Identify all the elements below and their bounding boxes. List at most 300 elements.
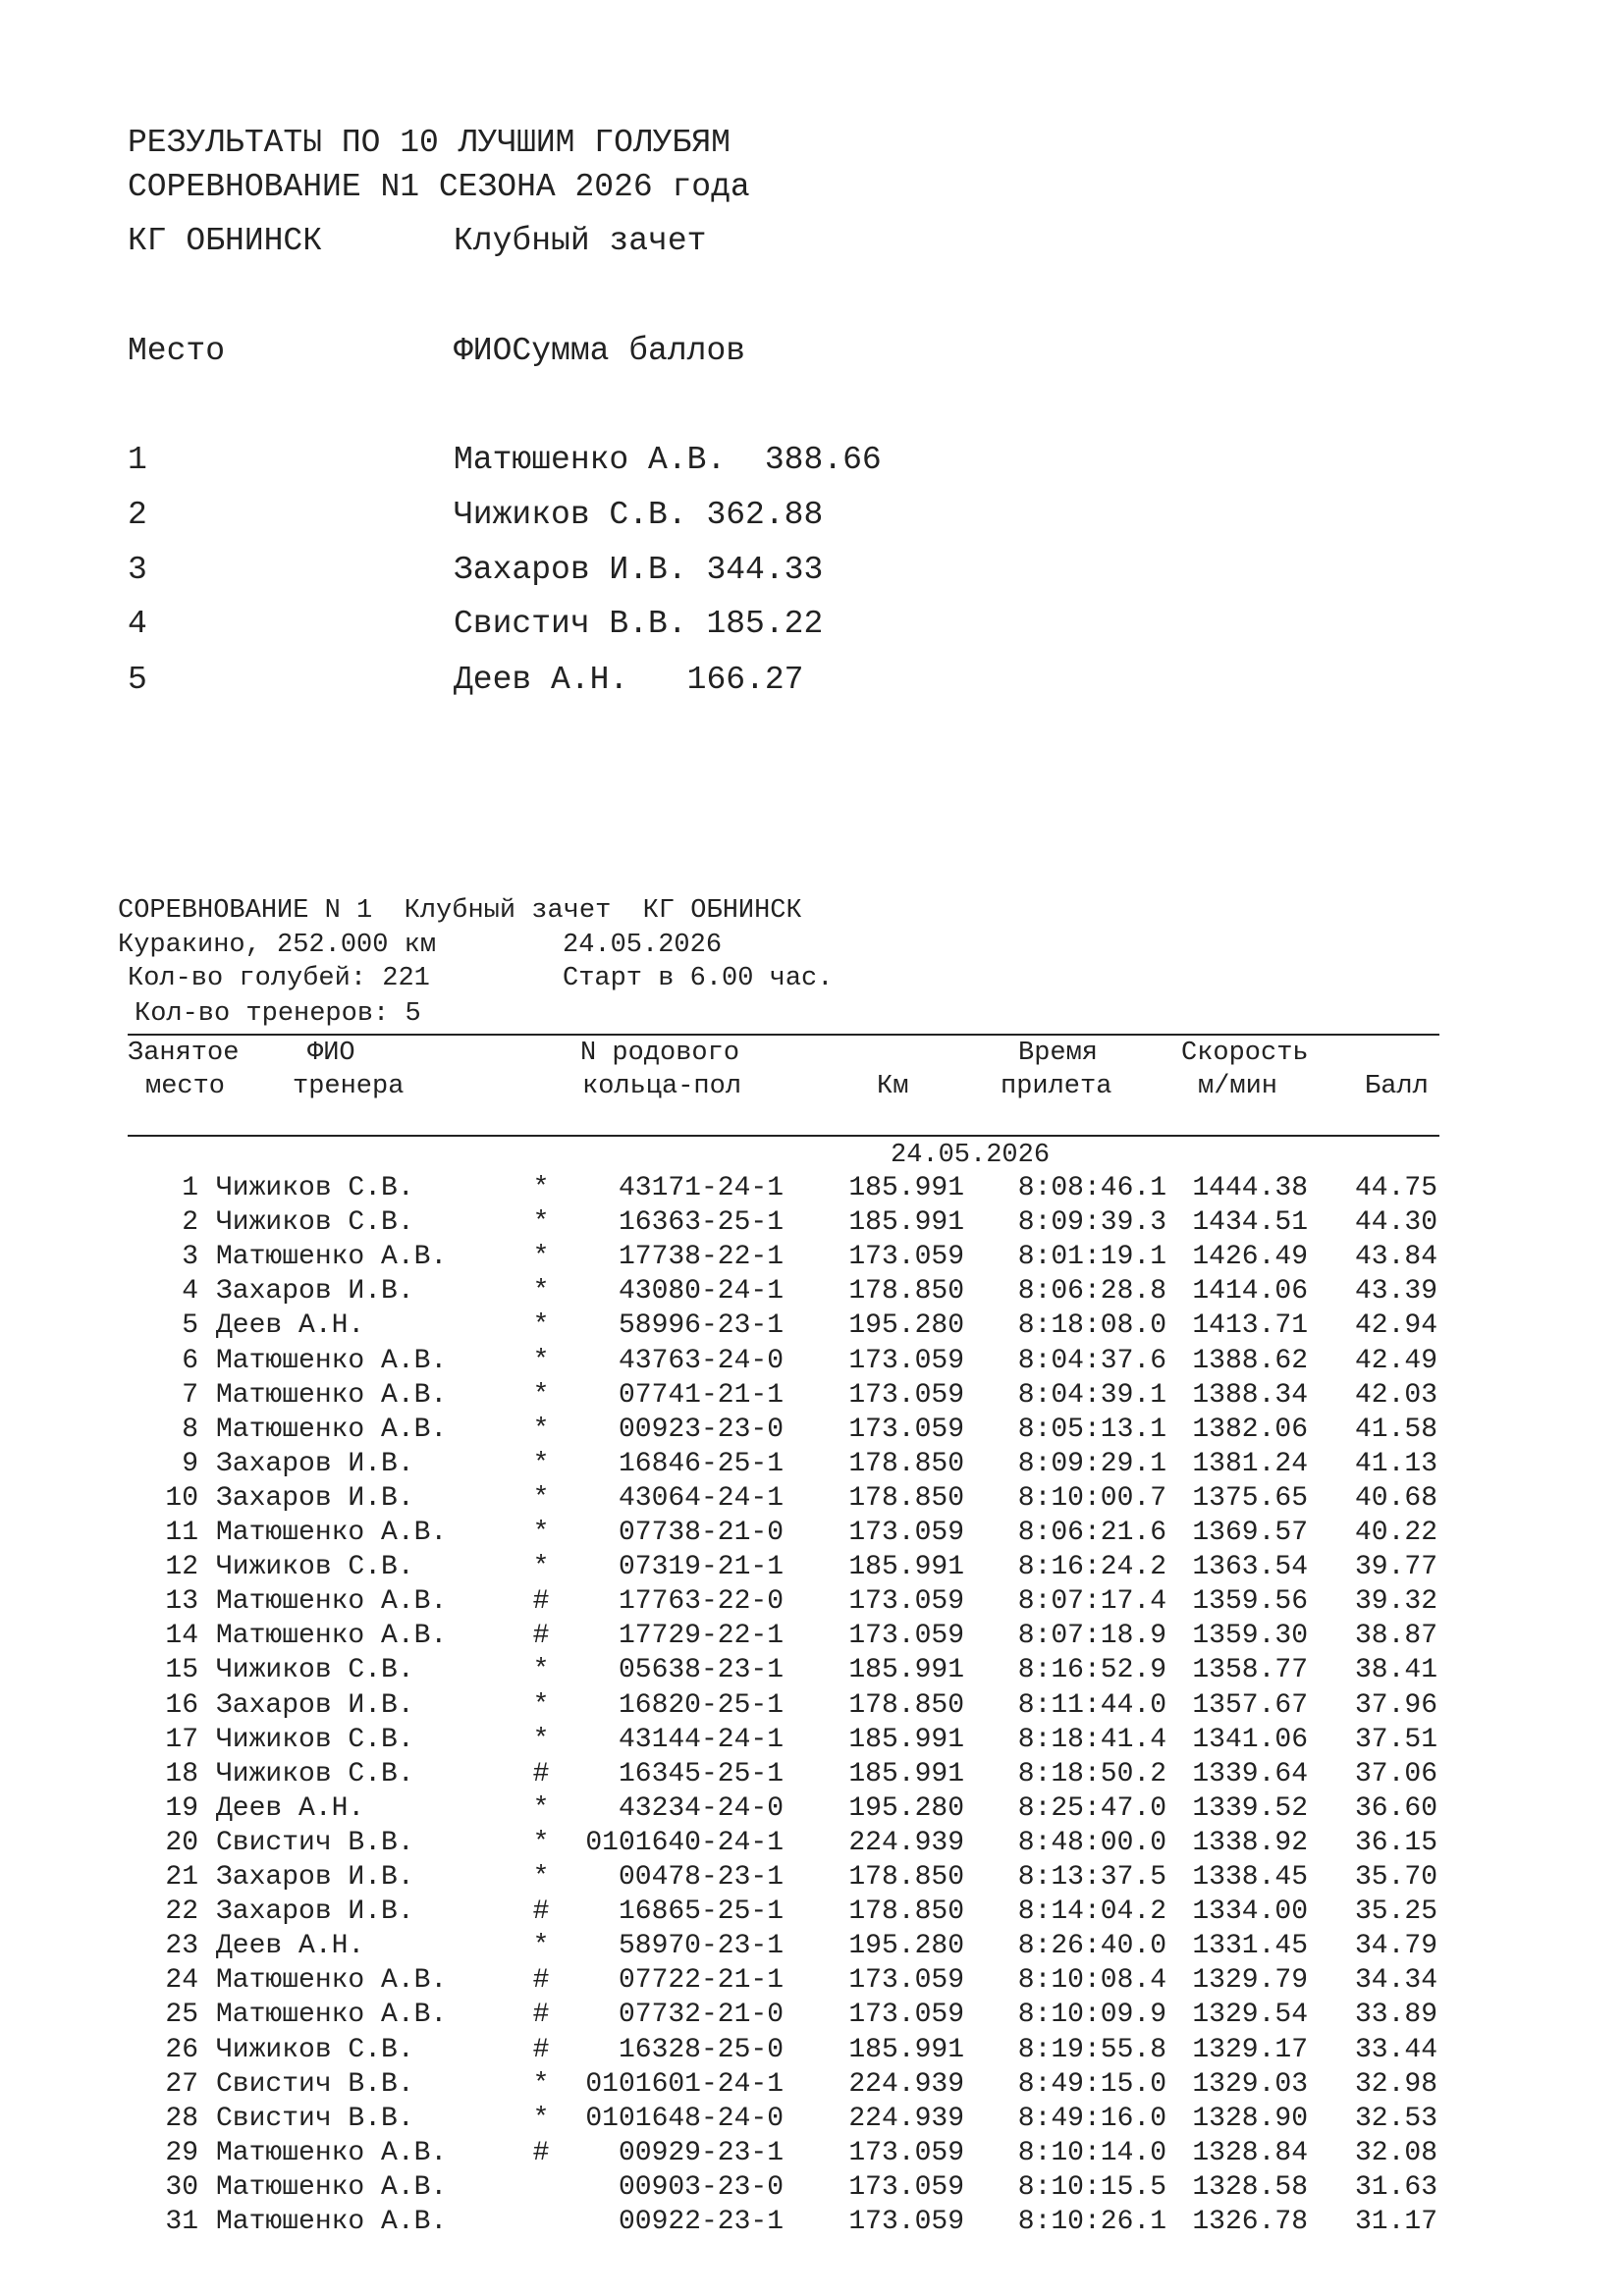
- row-mark: *: [532, 2103, 550, 2134]
- row-speed: 1358.77: [1192, 1655, 1308, 1686]
- row-speed: 1388.62: [1192, 1345, 1308, 1376]
- row-arrival-time: 8:26:40.0: [1017, 1931, 1166, 1962]
- row-speed: 1434.51: [1192, 1207, 1308, 1239]
- row-ring-number: 00478-23-1: [618, 1862, 784, 1893]
- row-arrival-time: 8:16:52.9: [1017, 1655, 1166, 1686]
- row-distance: 185.991: [848, 1552, 964, 1583]
- row-score: 32.08: [1354, 2137, 1437, 2168]
- summary-place: 4: [128, 606, 147, 642]
- table-row: [0, 2034, 1624, 2067]
- row-score: 32.53: [1354, 2103, 1437, 2134]
- summary-club: КГ ОБНИНСК: [128, 223, 323, 259]
- row-ring-number: 43171-24-1: [618, 1173, 784, 1203]
- row-place: 13: [165, 1586, 198, 1618]
- row-arrival-time: 8:18:50.2: [1017, 1758, 1166, 1789]
- row-ring-number: 00923-23-0: [618, 1414, 784, 1445]
- row-trainer-name: Захаров И.В.: [216, 1482, 414, 1514]
- row-trainer-name: Чижиков С.В.: [216, 1724, 414, 1755]
- row-place: 1: [182, 1173, 198, 1203]
- row-arrival-time: 8:06:28.8: [1017, 1276, 1166, 1308]
- row-arrival-time: 8:10:14.0: [1017, 2137, 1166, 2168]
- row-distance: 195.280: [848, 1310, 964, 1342]
- row-distance: 173.059: [848, 2207, 964, 2237]
- row-ring-number: 43144-24-1: [618, 1724, 784, 1755]
- row-score: 44.30: [1354, 1207, 1437, 1239]
- row-trainer-name: Свистич В.В.: [216, 2103, 414, 2134]
- row-ring-number: 16363-25-1: [618, 1207, 784, 1239]
- row-ring-number: 43234-24-0: [618, 1792, 784, 1824]
- row-place: 25: [165, 2000, 198, 2031]
- row-mark: #: [532, 2034, 550, 2065]
- table-row: [0, 1758, 1624, 1791]
- row-mark: *: [532, 1655, 550, 1686]
- row-mark: *: [532, 1448, 550, 1479]
- row-score: 33.44: [1354, 2034, 1437, 2065]
- row-mark: *: [532, 1792, 550, 1824]
- row-distance: 173.059: [848, 2171, 964, 2203]
- row-place: 10: [165, 1482, 198, 1514]
- row-speed: 1329.03: [1192, 2068, 1308, 2100]
- row-mark: *: [532, 1724, 550, 1755]
- row-distance: 185.991: [848, 1724, 964, 1755]
- row-arrival-time: 8:10:26.1: [1017, 2207, 1166, 2237]
- row-mark: #: [532, 2137, 550, 2168]
- row-score: 34.34: [1354, 1965, 1437, 1997]
- row-arrival-time: 8:10:15.5: [1017, 2171, 1166, 2203]
- summary-place: 5: [128, 662, 147, 698]
- row-ring-number: 16328-25-0: [618, 2034, 784, 2065]
- row-trainer-name: Матюшенко А.В.: [216, 2171, 448, 2203]
- row-trainer-name: Матюшенко А.В.: [216, 2137, 448, 2168]
- row-speed: 1426.49: [1192, 1242, 1308, 1273]
- table-row: [0, 1620, 1624, 1653]
- row-speed: 1328.58: [1192, 2171, 1308, 2203]
- row-place: 18: [165, 1758, 198, 1789]
- report-location: Куракино, 252.000 км: [118, 931, 437, 960]
- summary-entry: Чижиков С.В. 362.88: [454, 497, 824, 533]
- row-arrival-time: 8:07:17.4: [1017, 1586, 1166, 1618]
- table-row: [0, 1551, 1624, 1584]
- row-arrival-time: 8:48:00.0: [1017, 1827, 1166, 1858]
- summary-header-name-sum: ФИОСумма баллов: [454, 333, 746, 369]
- table-row: [0, 1379, 1624, 1413]
- row-speed: 1382.06: [1192, 1414, 1308, 1445]
- col-header-speed: м/мин: [1198, 1072, 1278, 1101]
- row-mark: *: [532, 1482, 550, 1514]
- row-place: 4: [182, 1276, 198, 1308]
- col-header-speed: Скорость: [1181, 1039, 1309, 1068]
- row-place: 2: [182, 1207, 198, 1239]
- row-trainer-name: Чижиков С.В.: [216, 1173, 414, 1203]
- table-top-rule: [128, 1034, 1439, 1036]
- table-header-rule: [128, 1135, 1439, 1137]
- row-distance: 195.280: [848, 1931, 964, 1962]
- col-header-place: место: [145, 1072, 226, 1101]
- row-speed: 1359.56: [1192, 1586, 1308, 1618]
- row-score: 40.68: [1354, 1482, 1437, 1514]
- row-ring-number: 00929-23-1: [618, 2137, 784, 2168]
- row-ring-number: 0101640-24-1: [585, 1827, 784, 1858]
- row-score: 38.41: [1354, 1655, 1437, 1686]
- row-trainer-name: Свистич В.В.: [216, 1827, 414, 1858]
- row-trainer-name: Деев А.Н.: [216, 1931, 365, 1962]
- report-pigeon-count: Кол-во голубей: 221: [128, 964, 430, 993]
- row-trainer-name: Захаров И.В.: [216, 1448, 414, 1479]
- row-speed: 1388.34: [1192, 1379, 1308, 1411]
- row-arrival-time: 8:14:04.2: [1017, 1896, 1166, 1928]
- col-header-ring: N родового: [580, 1039, 740, 1068]
- row-distance: 173.059: [848, 1621, 964, 1652]
- row-trainer-name: Матюшенко А.В.: [216, 1621, 448, 1652]
- row-distance: 173.059: [848, 1242, 964, 1273]
- table-row: [0, 2206, 1624, 2239]
- row-speed: 1414.06: [1192, 1276, 1308, 1308]
- table-row: [0, 1309, 1624, 1343]
- row-ring-number: 58970-23-1: [618, 1931, 784, 1962]
- row-distance: 224.939: [848, 2103, 964, 2134]
- row-mark: #: [532, 1896, 550, 1928]
- row-ring-number: 16345-25-1: [618, 1758, 784, 1789]
- col-header-time: прилета: [1001, 1072, 1112, 1101]
- row-ring-number: 0101648-24-0: [585, 2103, 784, 2134]
- summary-title-line1: РЕЗУЛЬТАТЫ ПО 10 ЛУЧШИМ ГОЛУБЯМ: [128, 125, 731, 161]
- row-distance: 185.991: [848, 1173, 964, 1203]
- row-ring-number: 00922-23-1: [618, 2207, 784, 2237]
- row-arrival-time: 8:10:00.7: [1017, 1482, 1166, 1514]
- row-distance: 185.991: [848, 1655, 964, 1686]
- row-arrival-time: 8:04:39.1: [1017, 1379, 1166, 1411]
- row-place: 6: [182, 1345, 198, 1376]
- row-place: 15: [165, 1655, 198, 1686]
- row-distance: 178.850: [848, 1896, 964, 1928]
- row-mark: *: [532, 1345, 550, 1376]
- row-ring-number: 43080-24-1: [618, 1276, 784, 1308]
- row-speed: 1329.54: [1192, 2000, 1308, 2031]
- row-mark: *: [532, 1689, 550, 1721]
- row-trainer-name: Матюшенко А.В.: [216, 1242, 448, 1273]
- row-trainer-name: Захаров И.В.: [216, 1862, 414, 1893]
- row-place: 21: [165, 1862, 198, 1893]
- row-place: 23: [165, 1931, 198, 1962]
- row-score: 37.51: [1354, 1724, 1437, 1755]
- row-speed: 1363.54: [1192, 1552, 1308, 1583]
- row-mark: #: [532, 1621, 550, 1652]
- row-speed: 1339.52: [1192, 1792, 1308, 1824]
- table-row: [0, 1724, 1624, 1757]
- row-score: 36.60: [1354, 1792, 1437, 1824]
- row-score: 35.25: [1354, 1896, 1437, 1928]
- row-distance: 178.850: [848, 1276, 964, 1308]
- row-arrival-time: 8:05:13.1: [1017, 1414, 1166, 1445]
- row-speed: 1338.45: [1192, 1862, 1308, 1893]
- row-speed: 1444.38: [1192, 1173, 1308, 1203]
- row-distance: 173.059: [848, 1518, 964, 1548]
- row-place: 5: [182, 1310, 198, 1342]
- summary-entry: Деев А.Н. 166.27: [454, 662, 804, 698]
- table-row: [0, 1964, 1624, 1998]
- row-distance: 185.991: [848, 2034, 964, 2065]
- row-mark: *: [532, 1862, 550, 1893]
- row-place: 8: [182, 1414, 198, 1445]
- row-speed: 1339.64: [1192, 1758, 1308, 1789]
- row-mark: *: [532, 1379, 550, 1411]
- row-place: 17: [165, 1724, 198, 1755]
- table-row: [0, 1896, 1624, 1929]
- row-distance: 185.991: [848, 1758, 964, 1789]
- row-mark: *: [532, 2068, 550, 2100]
- summary-header-place: Место: [128, 333, 226, 369]
- row-score: 36.15: [1354, 1827, 1437, 1858]
- row-score: 32.98: [1354, 2068, 1437, 2100]
- col-header-name: ФИО: [307, 1039, 355, 1068]
- row-place: 29: [165, 2137, 198, 2168]
- row-place: 22: [165, 1896, 198, 1928]
- summary-entry: Захаров И.В. 344.33: [454, 552, 824, 588]
- table-row: [0, 1241, 1624, 1274]
- row-ring-number: 58996-23-1: [618, 1310, 784, 1342]
- row-trainer-name: Захаров И.В.: [216, 1689, 414, 1721]
- row-ring-number: 07732-21-0: [618, 2000, 784, 2031]
- row-arrival-time: 8:09:29.1: [1017, 1448, 1166, 1479]
- report-title: СОРЕВНОВАНИЕ N 1 Клубный зачет КГ ОБНИНСК: [118, 896, 802, 926]
- row-ring-number: 07741-21-1: [618, 1379, 784, 1411]
- summary-title-line2: СОРЕВНОВАНИЕ N1 СЕЗОНА 2026 года: [128, 169, 750, 205]
- row-arrival-time: 8:11:44.0: [1017, 1689, 1166, 1721]
- row-mark: *: [532, 1276, 550, 1308]
- row-speed: 1328.84: [1192, 2137, 1308, 2168]
- row-place: 12: [165, 1552, 198, 1583]
- row-score: 42.94: [1354, 1310, 1437, 1342]
- row-place: 7: [182, 1379, 198, 1411]
- col-header-km: Км: [877, 1072, 909, 1101]
- row-speed: 1341.06: [1192, 1724, 1308, 1755]
- row-distance: 173.059: [848, 1345, 964, 1376]
- table-row: [0, 1861, 1624, 1895]
- summary-place: 3: [128, 552, 147, 588]
- col-header-name: тренера: [293, 1072, 405, 1101]
- row-trainer-name: Матюшенко А.В.: [216, 1414, 448, 1445]
- table-row: [0, 1482, 1624, 1516]
- table-row: [0, 2103, 1624, 2136]
- row-mark: *: [532, 1242, 550, 1273]
- row-speed: 1413.71: [1192, 1310, 1308, 1342]
- row-arrival-time: 8:13:37.5: [1017, 1862, 1166, 1893]
- row-ring-number: 16846-25-1: [618, 1448, 784, 1479]
- row-trainer-name: Матюшенко А.В.: [216, 2000, 448, 2031]
- row-speed: 1328.90: [1192, 2103, 1308, 2134]
- row-distance: 224.939: [848, 1827, 964, 1858]
- summary-place: 2: [128, 497, 147, 533]
- row-score: 44.75: [1354, 1173, 1437, 1203]
- row-score: 31.17: [1354, 2207, 1437, 2237]
- row-score: 38.87: [1354, 1621, 1437, 1652]
- row-trainer-name: Чижиков С.В.: [216, 1758, 414, 1789]
- row-score: 39.32: [1354, 1586, 1437, 1618]
- summary-entry: Свистич В.В. 185.22: [454, 606, 824, 642]
- report-start-time: Старт в 6.00 час.: [563, 964, 834, 993]
- row-arrival-time: 8:10:08.4: [1017, 1965, 1166, 1997]
- row-mark: #: [532, 1586, 550, 1618]
- table-row: [0, 1414, 1624, 1447]
- table-row: [0, 1792, 1624, 1826]
- row-place: 30: [165, 2171, 198, 2203]
- row-speed: 1381.24: [1192, 1448, 1308, 1479]
- row-speed: 1369.57: [1192, 1518, 1308, 1548]
- row-arrival-time: 8:04:37.6: [1017, 1345, 1166, 1376]
- report-trainer-count: Кол-во тренеров: 5: [135, 999, 421, 1029]
- row-place: 9: [182, 1448, 198, 1479]
- row-arrival-time: 8:07:18.9: [1017, 1621, 1166, 1652]
- row-distance: 173.059: [848, 1379, 964, 1411]
- row-trainer-name: Матюшенко А.В.: [216, 1518, 448, 1548]
- row-arrival-time: 8:09:39.3: [1017, 1207, 1166, 1239]
- row-trainer-name: Захаров И.В.: [216, 1896, 414, 1928]
- row-ring-number: 07319-21-1: [618, 1552, 784, 1583]
- row-arrival-time: 8:49:16.0: [1017, 2103, 1166, 2134]
- row-distance: 224.939: [848, 2068, 964, 2100]
- row-speed: 1331.45: [1192, 1931, 1308, 1962]
- row-distance: 178.850: [848, 1862, 964, 1893]
- table-row: [0, 1689, 1624, 1723]
- summary-type: Клубный зачет: [454, 223, 707, 259]
- row-distance: 173.059: [848, 1414, 964, 1445]
- row-distance: 178.850: [848, 1689, 964, 1721]
- row-speed: 1375.65: [1192, 1482, 1308, 1514]
- row-place: 3: [182, 1242, 198, 1273]
- row-speed: 1329.17: [1192, 2034, 1308, 2065]
- row-mark: #: [532, 1758, 550, 1789]
- row-ring-number: 16865-25-1: [618, 1896, 784, 1928]
- row-trainer-name: Матюшенко А.В.: [216, 1965, 448, 1997]
- row-ring-number: 43763-24-0: [618, 1345, 784, 1376]
- table-row: [0, 2171, 1624, 2205]
- row-mark: *: [532, 1931, 550, 1962]
- row-trainer-name: Матюшенко А.В.: [216, 1345, 448, 1376]
- table-row: [0, 1585, 1624, 1619]
- row-mark: *: [532, 1552, 550, 1583]
- row-speed: 1357.67: [1192, 1689, 1308, 1721]
- row-mark: *: [532, 1518, 550, 1548]
- row-mark: *: [532, 1173, 550, 1203]
- row-score: 42.49: [1354, 1345, 1437, 1376]
- row-score: 31.63: [1354, 2171, 1437, 2203]
- row-ring-number: 43064-24-1: [618, 1482, 784, 1514]
- row-place: 19: [165, 1792, 198, 1824]
- row-score: 37.96: [1354, 1689, 1437, 1721]
- row-arrival-time: 8:19:55.8: [1017, 2034, 1166, 2065]
- row-arrival-time: 8:25:47.0: [1017, 1792, 1166, 1824]
- row-trainer-name: Свистич В.В.: [216, 2068, 414, 2100]
- row-ring-number: 07722-21-1: [618, 1965, 784, 1997]
- row-ring-number: 07738-21-0: [618, 1518, 784, 1548]
- row-trainer-name: Деев А.Н.: [216, 1792, 365, 1824]
- table-row: [0, 1930, 1624, 1963]
- row-trainer-name: Деев А.Н.: [216, 1310, 365, 1342]
- col-header-ball: Балл: [1365, 1072, 1429, 1101]
- report-date: 24.05.2026: [563, 931, 723, 960]
- row-place: 28: [165, 2103, 198, 2134]
- row-ring-number: 17738-22-1: [618, 1242, 784, 1273]
- row-ring-number: 00903-23-0: [618, 2171, 784, 2203]
- row-ring-number: 17763-22-0: [618, 1586, 784, 1618]
- row-trainer-name: Чижиков С.В.: [216, 1207, 414, 1239]
- table-row: [0, 1206, 1624, 1240]
- row-score: 39.77: [1354, 1552, 1437, 1583]
- row-place: 14: [165, 1621, 198, 1652]
- row-ring-number: 17729-22-1: [618, 1621, 784, 1652]
- row-trainer-name: Чижиков С.В.: [216, 1655, 414, 1686]
- row-score: 41.13: [1354, 1448, 1437, 1479]
- row-distance: 173.059: [848, 2000, 964, 2031]
- row-place: 27: [165, 2068, 198, 2100]
- row-speed: 1338.92: [1192, 1827, 1308, 1858]
- table-row: [0, 1172, 1624, 1205]
- row-trainer-name: Матюшенко А.В.: [216, 1586, 448, 1618]
- table-row: [0, 1275, 1624, 1308]
- table-row: [0, 1654, 1624, 1687]
- row-distance: 173.059: [848, 1965, 964, 1997]
- row-score: 43.39: [1354, 1276, 1437, 1308]
- row-distance: 185.991: [848, 1207, 964, 1239]
- row-arrival-time: 8:10:09.9: [1017, 2000, 1166, 2031]
- row-arrival-time: 8:18:08.0: [1017, 1310, 1166, 1342]
- row-ring-number: 16820-25-1: [618, 1689, 784, 1721]
- row-trainer-name: Чижиков С.В.: [216, 1552, 414, 1583]
- row-score: 41.58: [1354, 1414, 1437, 1445]
- summary-place: 1: [128, 442, 147, 478]
- row-arrival-time: 8:16:24.2: [1017, 1552, 1166, 1583]
- row-place: 31: [165, 2207, 198, 2237]
- row-trainer-name: Матюшенко А.В.: [216, 1379, 448, 1411]
- row-place: 26: [165, 2034, 198, 2065]
- row-place: 16: [165, 1689, 198, 1721]
- table-row: [0, 2137, 1624, 2170]
- row-place: 24: [165, 1965, 198, 1997]
- table-date-label: 24.05.2026: [891, 1141, 1051, 1170]
- row-arrival-time: 8:06:21.6: [1017, 1518, 1166, 1548]
- row-score: 37.06: [1354, 1758, 1437, 1789]
- row-mark: *: [532, 1827, 550, 1858]
- table-row: [0, 1517, 1624, 1550]
- row-score: 35.70: [1354, 1862, 1437, 1893]
- table-row: [0, 1999, 1624, 2032]
- row-score: 34.79: [1354, 1931, 1437, 1962]
- col-header-time: Время: [1018, 1039, 1099, 1068]
- table-row: [0, 1448, 1624, 1481]
- row-trainer-name: Матюшенко А.В.: [216, 2207, 448, 2237]
- row-speed: 1334.00: [1192, 1896, 1308, 1928]
- row-distance: 173.059: [848, 2137, 964, 2168]
- row-speed: 1359.30: [1192, 1621, 1308, 1652]
- row-score: 42.03: [1354, 1379, 1437, 1411]
- row-speed: 1329.79: [1192, 1965, 1308, 1997]
- row-arrival-time: 8:08:46.1: [1017, 1173, 1166, 1203]
- row-mark: #: [532, 1965, 550, 1997]
- row-mark: #: [532, 2000, 550, 2031]
- row-distance: 178.850: [848, 1482, 964, 1514]
- row-distance: 195.280: [848, 1792, 964, 1824]
- row-speed: 1326.78: [1192, 2207, 1308, 2237]
- row-mark: *: [532, 1207, 550, 1239]
- row-score: 43.84: [1354, 1242, 1437, 1273]
- col-header-place: Занятое: [128, 1039, 240, 1068]
- table-row: [0, 2068, 1624, 2102]
- row-place: 11: [165, 1518, 198, 1548]
- row-arrival-time: 8:18:41.4: [1017, 1724, 1166, 1755]
- table-row: [0, 1345, 1624, 1378]
- row-trainer-name: Чижиков С.В.: [216, 2034, 414, 2065]
- row-trainer-name: Захаров И.В.: [216, 1276, 414, 1308]
